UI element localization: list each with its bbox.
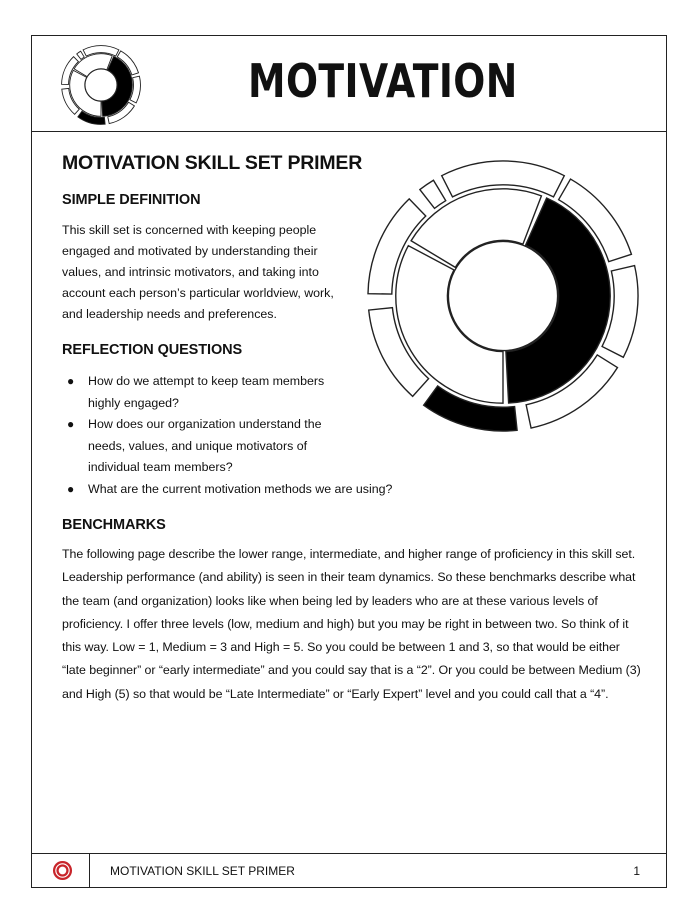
definition-text: This skill set is concerned with keeping people engaged and motivated by understanding their values, and intrinsic motivators, and taking into account each person’s particular worldview, work, and leadership needs and preferences. — [62, 223, 334, 321]
footer-title: MOTIVATION SKILL SET PRIMER — [110, 864, 295, 878]
benchmarks-text: The following page describe the lower range, intermediate, and higher range of proficiency in this skill set. Leadership performance (and ability) is seen in their team dynamics. So these benchmarks describe what the team (and organization) looks like when being led by leaders who are at these various levels of proficiency. I offer three levels (low, medium and high) but you may be right in between two. So think of it this way. Low = 1, Medium = 3 and High = 5. So you could be between 1 and 3, so that would be either “late beginner” or “early intermediate” and you could say that is a “2”. Or you could be between Medium (3) and High (5) so that would be “Late Intermediate” or “Early Expert” level and you could call that a “4”. — [62, 547, 641, 701]
segmented-wheel-icon — [60, 44, 142, 126]
wheel-hub — [448, 241, 557, 350]
segmented-wheel-diagram — [364, 157, 642, 435]
list-item: ● How do we attempt to keep team members highly engaged? — [67, 371, 357, 414]
list-item: ● What are the current motivation methods we are using? — [67, 479, 642, 501]
page-footer — [32, 853, 666, 887]
list-item: ● How does our organization understand the needs, values, and unique motivators of individual team members? — [67, 414, 357, 479]
benchmarks-heading: BENCHMARKS — [62, 517, 166, 533]
red-circle-badge-icon — [52, 860, 73, 881]
header-title: MOTIVATION — [248, 54, 518, 108]
footer-logo-cell — [32, 854, 90, 887]
page-number: 1 — [633, 864, 640, 878]
definition-heading: SIMPLE DEFINITION — [62, 192, 201, 208]
outer-ring-segment — [420, 180, 446, 208]
questions-heading: REFLECTION QUESTIONS — [62, 342, 243, 358]
wheel-hub — [85, 69, 117, 101]
bullet-icon: ● — [67, 481, 75, 496]
page-header — [32, 36, 666, 132]
bullet-icon: ● — [67, 417, 75, 431]
primer-title: MOTIVATION SKILL SET PRIMER — [62, 152, 363, 174]
bullet-icon: ● — [67, 374, 75, 388]
outer-ring-segment — [77, 51, 85, 59]
